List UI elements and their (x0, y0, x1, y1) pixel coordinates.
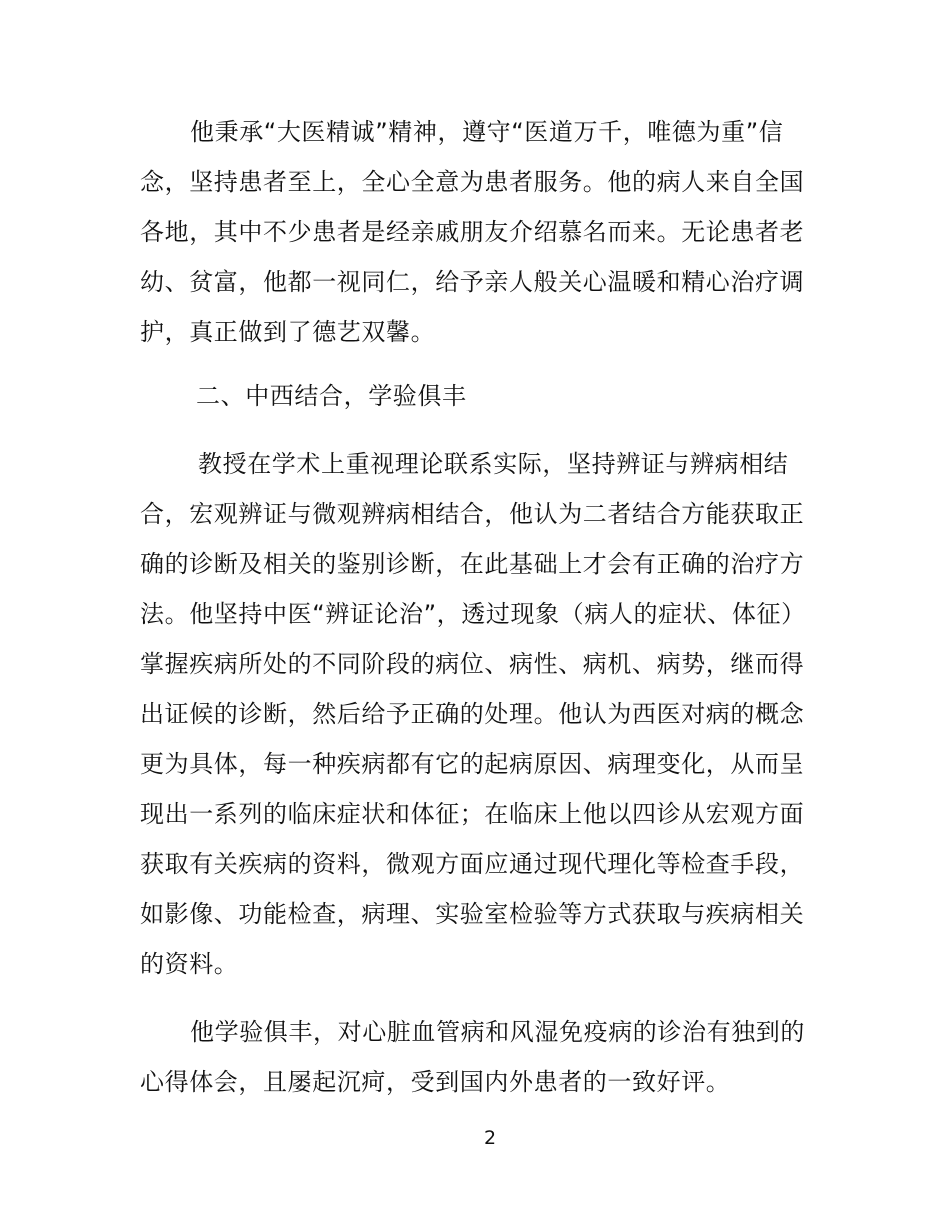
section-heading: 二、中西结合，学验俱丰 (196, 382, 467, 410)
paragraph-1-line-5: 护，真正做到了德艺双馨。 (140, 318, 436, 346)
paragraph-1-line-2: 念，坚持患者至上，全心全意为患者服务。他的病人来自全国 (140, 168, 805, 196)
paragraph-2-line-2: 合，宏观辨证与微观辨病相结合，他认为二者结合方能获取正 (140, 500, 805, 528)
paragraph-1-line-4: 幼、贫富，他都一视同仁，给予亲人般关心温暖和精心治疗调 (140, 268, 805, 296)
paragraph-2-line-11: 的资料。 (140, 950, 239, 978)
paragraph-2-line-10: 如影像、功能检查，病理、实验室检验等方式获取与疾病相关 (140, 900, 805, 928)
paragraph-1-line-1: 他秉承“大医精诚”精神，遵守“医道万千，唯德为重”信 (190, 118, 784, 146)
paragraph-2-line-9: 获取有关疾病的资料，微观方面应通过现代理化等检查手段， (140, 850, 805, 878)
paragraph-2-line-3: 确的诊断及相关的鉴别诊断，在此基础上才会有正确的治疗方 (140, 550, 805, 578)
paragraph-2-line-5: 掌握疾病所处的不同阶段的病位、病性、病机、病势，继而得 (140, 650, 805, 678)
paragraph-2-line-4: 法。他坚持中医“辨证论治”，透过现象（病人的症状、体征） (140, 600, 806, 628)
paragraph-3-line-2: 心得体会，且屡起沉疴，受到国内外患者的一致好评。 (140, 1068, 731, 1096)
page-number: 2 (483, 1127, 497, 1149)
paragraph-2-line-1: 教授在学术上重视理论联系实际，坚持辨证与辨病相结 (198, 450, 789, 478)
paragraph-2-line-6: 出证候的诊断，然后给予正确的处理。他认为西医对病的概念 (140, 700, 805, 728)
paragraph-1-line-3: 各地，其中不少患者是经亲戚朋友介绍慕名而来。无论患者老 (140, 218, 805, 246)
paragraph-3-line-1: 他学验俱丰，对心脏血管病和风湿免疫病的诊治有独到的 (190, 1018, 805, 1046)
paragraph-2-line-8: 现出一系列的临床症状和体征；在临床上他以四诊从宏观方面 (140, 800, 805, 828)
paragraph-2-line-7: 更为具体，每一种疾病都有它的起病原因、病理变化，从而呈 (140, 750, 805, 778)
